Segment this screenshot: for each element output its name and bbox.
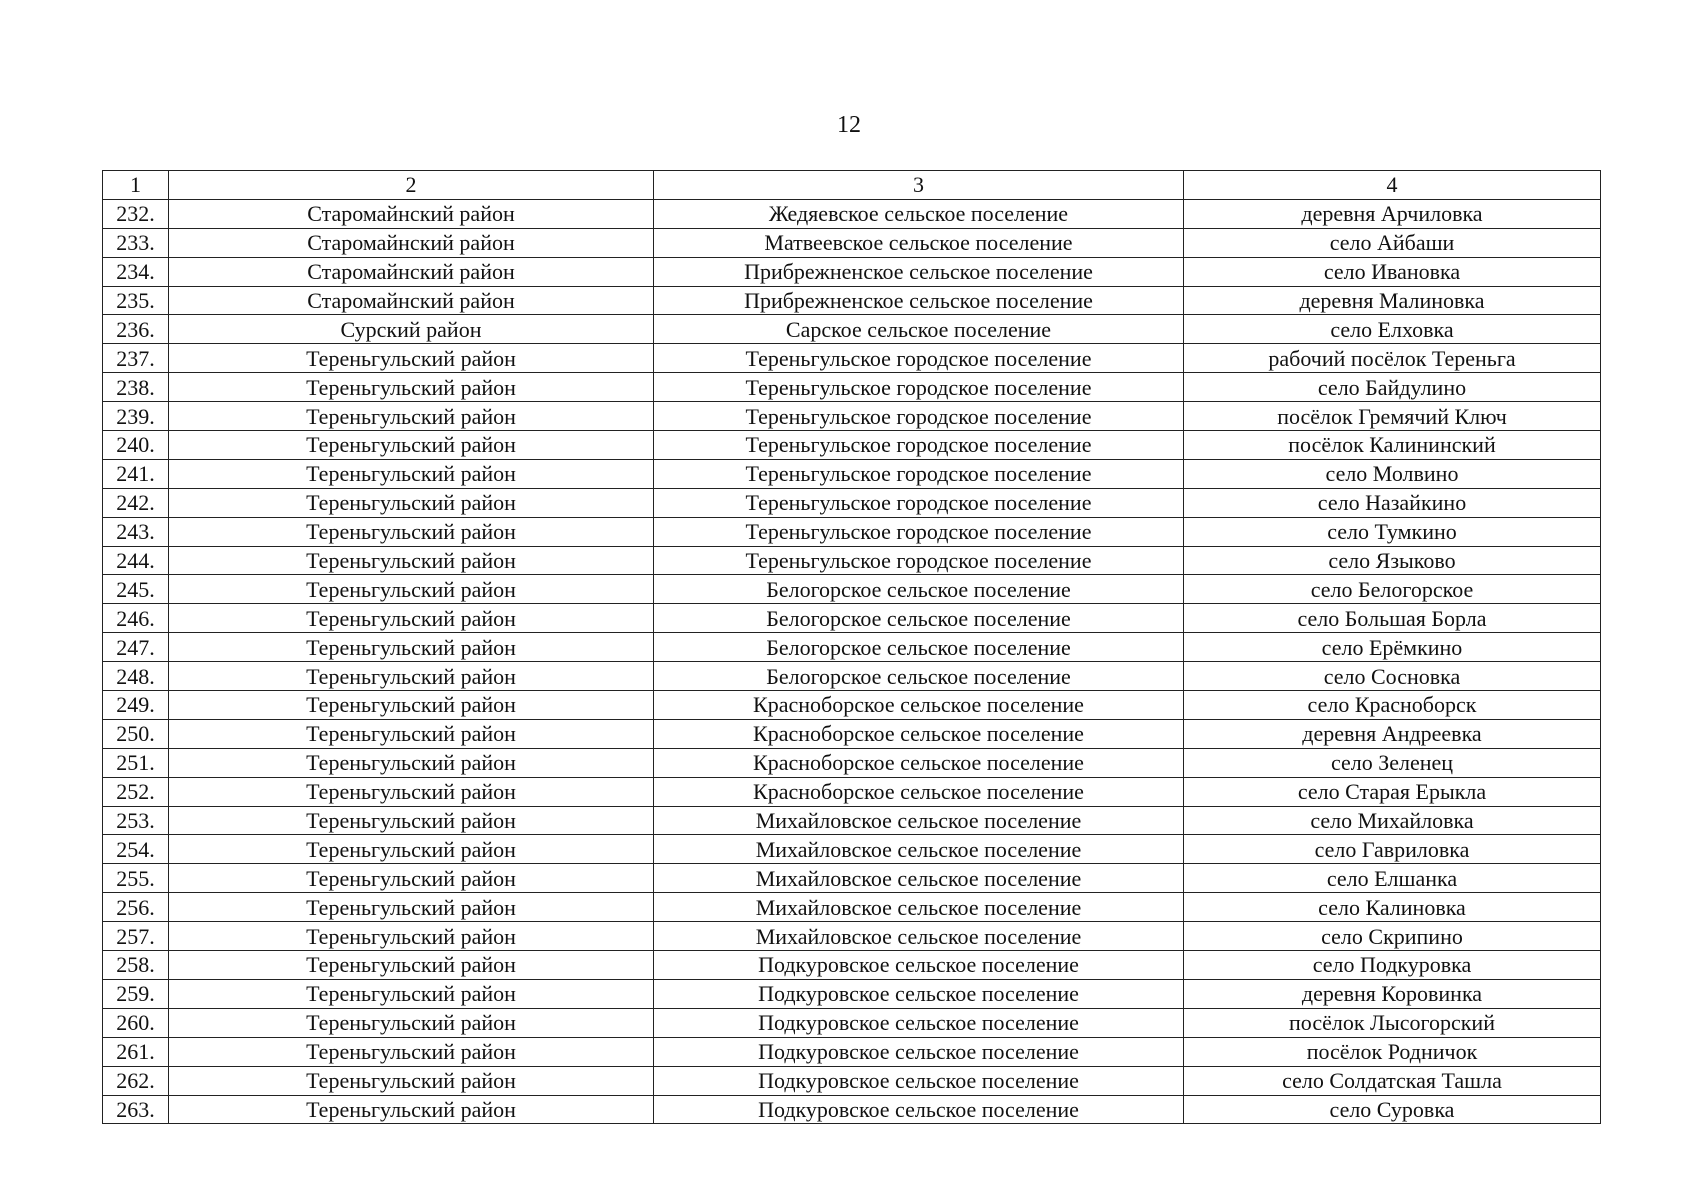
locality-cell: село Большая Борла (1184, 604, 1601, 633)
table-row (103, 864, 1601, 893)
locality-cell: село Подкуровка (1184, 951, 1601, 980)
table-row (103, 315, 1601, 344)
row-number-cell: 254. (103, 835, 169, 864)
row-number-cell: 233. (103, 228, 169, 257)
table-row (103, 344, 1601, 373)
row-number-cell: 252. (103, 777, 169, 806)
settlement-cell: Жедяевское сельское поселение (654, 199, 1184, 228)
locality-cell: деревня Малиновка (1184, 286, 1601, 315)
row-number-cell: 247. (103, 633, 169, 662)
table-row (103, 604, 1601, 633)
locality-cell: село Ерёмкино (1184, 633, 1601, 662)
row-number-cell: 245. (103, 575, 169, 604)
row-number-cell: 248. (103, 662, 169, 691)
locality-cell: село Сосновка (1184, 662, 1601, 691)
locality-cell: село Айбаши (1184, 228, 1601, 257)
district-cell: Тереньгульский район (169, 604, 654, 633)
settlement-cell: Подкуровское сельское поселение (654, 1037, 1184, 1066)
district-cell: Тереньгульский район (169, 719, 654, 748)
table-row (103, 257, 1601, 286)
column-header-1: 1 (103, 171, 169, 200)
table-row (103, 373, 1601, 402)
settlement-cell: Белогорское сельское поселение (654, 633, 1184, 662)
column-header-4: 4 (1184, 171, 1601, 200)
row-number-cell: 240. (103, 431, 169, 460)
settlement-cell: Прибрежненское сельское поселение (654, 257, 1184, 286)
district-cell: Тереньгульский район (169, 691, 654, 720)
locality-cell: село Молвино (1184, 459, 1601, 488)
settlement-cell: Подкуровское сельское поселение (654, 1066, 1184, 1095)
locality-cell: посёлок Гремячий Ключ (1184, 402, 1601, 431)
locality-cell: посёлок Родничок (1184, 1037, 1601, 1066)
locality-cell: село Ивановка (1184, 257, 1601, 286)
page-number: 12 (837, 112, 861, 138)
settlement-cell: Белогорское сельское поселение (654, 662, 1184, 691)
table-row (103, 1037, 1601, 1066)
settlement-cell: Тереньгульское городское поселение (654, 546, 1184, 575)
settlement-cell: Сарское сельское поселение (654, 315, 1184, 344)
table-row (103, 286, 1601, 315)
district-cell: Старомайнский район (169, 199, 654, 228)
row-number-cell: 244. (103, 546, 169, 575)
district-cell: Тереньгульский район (169, 893, 654, 922)
locality-cell: посёлок Калининский (1184, 431, 1601, 460)
table-row (103, 1008, 1601, 1037)
settlement-cell: Тереньгульское городское поселение (654, 431, 1184, 460)
table-row (103, 719, 1601, 748)
row-number-cell: 237. (103, 344, 169, 373)
locality-cell: село Михайловка (1184, 806, 1601, 835)
row-number-cell: 253. (103, 806, 169, 835)
settlement-cell: Белогорское сельское поселение (654, 604, 1184, 633)
table-row (103, 517, 1601, 546)
settlement-cell: Михайловское сельское поселение (654, 806, 1184, 835)
district-cell: Старомайнский район (169, 228, 654, 257)
row-number-cell: 263. (103, 1095, 169, 1124)
district-cell: Тереньгульский район (169, 979, 654, 1008)
district-cell: Тереньгульский район (169, 951, 654, 980)
table-row (103, 893, 1601, 922)
settlements-table (102, 170, 1601, 1124)
settlement-cell: Прибрежненское сельское поселение (654, 286, 1184, 315)
locality-cell: село Назайкино (1184, 488, 1601, 517)
settlement-cell: Михайловское сельское поселение (654, 864, 1184, 893)
row-number-cell: 261. (103, 1037, 169, 1066)
district-cell: Тереньгульский район (169, 662, 654, 691)
settlement-cell: Красноборское сельское поселение (654, 777, 1184, 806)
district-cell: Тереньгульский район (169, 431, 654, 460)
row-number-cell: 260. (103, 1008, 169, 1037)
table-row (103, 402, 1601, 431)
table-row (103, 488, 1601, 517)
locality-cell: деревня Арчиловка (1184, 199, 1601, 228)
table-row (103, 431, 1601, 460)
district-cell: Тереньгульский район (169, 748, 654, 777)
district-cell: Тереньгульский район (169, 864, 654, 893)
table-header-row (103, 171, 1601, 200)
table-row (103, 691, 1601, 720)
locality-cell: село Елшанка (1184, 864, 1601, 893)
district-cell: Тереньгульский район (169, 1066, 654, 1095)
settlement-cell: Тереньгульское городское поселение (654, 344, 1184, 373)
district-cell: Тереньгульский район (169, 344, 654, 373)
district-cell: Тереньгульский район (169, 488, 654, 517)
table-row (103, 459, 1601, 488)
row-number-cell: 250. (103, 719, 169, 748)
district-cell: Тереньгульский район (169, 575, 654, 604)
district-cell: Тереньгульский район (169, 459, 654, 488)
locality-cell: село Зеленец (1184, 748, 1601, 777)
column-header-3: 3 (654, 171, 1184, 200)
table-row (103, 1095, 1601, 1124)
row-number-cell: 241. (103, 459, 169, 488)
locality-cell: село Калиновка (1184, 893, 1601, 922)
district-cell: Тереньгульский район (169, 373, 654, 402)
district-cell: Тереньгульский район (169, 633, 654, 662)
settlement-cell: Красноборское сельское поселение (654, 748, 1184, 777)
row-number-cell: 262. (103, 1066, 169, 1095)
locality-cell: посёлок Лысогорский (1184, 1008, 1601, 1037)
locality-cell: село Елховка (1184, 315, 1601, 344)
row-number-cell: 249. (103, 691, 169, 720)
table-row (103, 199, 1601, 228)
row-number-cell: 251. (103, 748, 169, 777)
table-row (103, 777, 1601, 806)
table-row (103, 228, 1601, 257)
table-row (103, 575, 1601, 604)
locality-cell: село Красноборск (1184, 691, 1601, 720)
locality-cell: село Скрипино (1184, 922, 1601, 951)
district-cell: Тереньгульский район (169, 1008, 654, 1037)
row-number-cell: 255. (103, 864, 169, 893)
table-row (103, 951, 1601, 980)
district-cell: Старомайнский район (169, 286, 654, 315)
settlement-cell: Подкуровское сельское поселение (654, 951, 1184, 980)
row-number-cell: 242. (103, 488, 169, 517)
settlement-cell: Подкуровское сельское поселение (654, 1095, 1184, 1124)
row-number-cell: 256. (103, 893, 169, 922)
district-cell: Сурский район (169, 315, 654, 344)
row-number-cell: 258. (103, 951, 169, 980)
table-row (103, 979, 1601, 1008)
locality-cell: село Солдатская Ташла (1184, 1066, 1601, 1095)
table-body (103, 199, 1601, 1124)
settlement-cell: Тереньгульское городское поселение (654, 459, 1184, 488)
row-number-cell: 239. (103, 402, 169, 431)
locality-cell: село Суровка (1184, 1095, 1601, 1124)
table-row (103, 806, 1601, 835)
settlement-cell: Белогорское сельское поселение (654, 575, 1184, 604)
locality-cell: село Языково (1184, 546, 1601, 575)
settlement-cell: Тереньгульское городское поселение (654, 488, 1184, 517)
locality-cell: рабочий посёлок Тереньга (1184, 344, 1601, 373)
table-row (103, 546, 1601, 575)
settlement-cell: Красноборское сельское поселение (654, 691, 1184, 720)
table-row (103, 1066, 1601, 1095)
settlement-cell: Красноборское сельское поселение (654, 719, 1184, 748)
row-number-cell: 238. (103, 373, 169, 402)
column-header-2: 2 (169, 171, 654, 200)
row-number-cell: 246. (103, 604, 169, 633)
row-number-cell: 232. (103, 199, 169, 228)
locality-cell: деревня Андреевка (1184, 719, 1601, 748)
row-number-cell: 234. (103, 257, 169, 286)
locality-cell: село Старая Ерыкла (1184, 777, 1601, 806)
district-cell: Тереньгульский район (169, 835, 654, 864)
table-row (103, 835, 1601, 864)
row-number-cell: 236. (103, 315, 169, 344)
row-number-cell: 235. (103, 286, 169, 315)
settlement-cell: Подкуровское сельское поселение (654, 979, 1184, 1008)
settlement-cell: Тереньгульское городское поселение (654, 373, 1184, 402)
settlement-cell: Матвеевское сельское поселение (654, 228, 1184, 257)
table-row (103, 633, 1601, 662)
district-cell: Старомайнский район (169, 257, 654, 286)
district-cell: Тереньгульский район (169, 777, 654, 806)
settlement-cell: Михайловское сельское поселение (654, 922, 1184, 951)
table-row (103, 922, 1601, 951)
locality-cell: село Белогорское (1184, 575, 1601, 604)
district-cell: Тереньгульский район (169, 546, 654, 575)
settlement-cell: Михайловское сельское поселение (654, 835, 1184, 864)
district-cell: Тереньгульский район (169, 1037, 654, 1066)
district-cell: Тереньгульский район (169, 806, 654, 835)
row-number-cell: 257. (103, 922, 169, 951)
district-cell: Тереньгульский район (169, 922, 654, 951)
row-number-cell: 259. (103, 979, 169, 1008)
row-number-cell: 243. (103, 517, 169, 546)
district-cell: Тереньгульский район (169, 517, 654, 546)
locality-cell: село Гавриловка (1184, 835, 1601, 864)
settlement-cell: Тереньгульское городское поселение (654, 402, 1184, 431)
settlement-cell: Михайловское сельское поселение (654, 893, 1184, 922)
district-cell: Тереньгульский район (169, 1095, 654, 1124)
locality-cell: село Тумкино (1184, 517, 1601, 546)
settlement-cell: Тереньгульское городское поселение (654, 517, 1184, 546)
district-cell: Тереньгульский район (169, 402, 654, 431)
table-row (103, 748, 1601, 777)
locality-cell: деревня Коровинка (1184, 979, 1601, 1008)
settlement-cell: Подкуровское сельское поселение (654, 1008, 1184, 1037)
locality-cell: село Байдулино (1184, 373, 1601, 402)
table-row (103, 662, 1601, 691)
